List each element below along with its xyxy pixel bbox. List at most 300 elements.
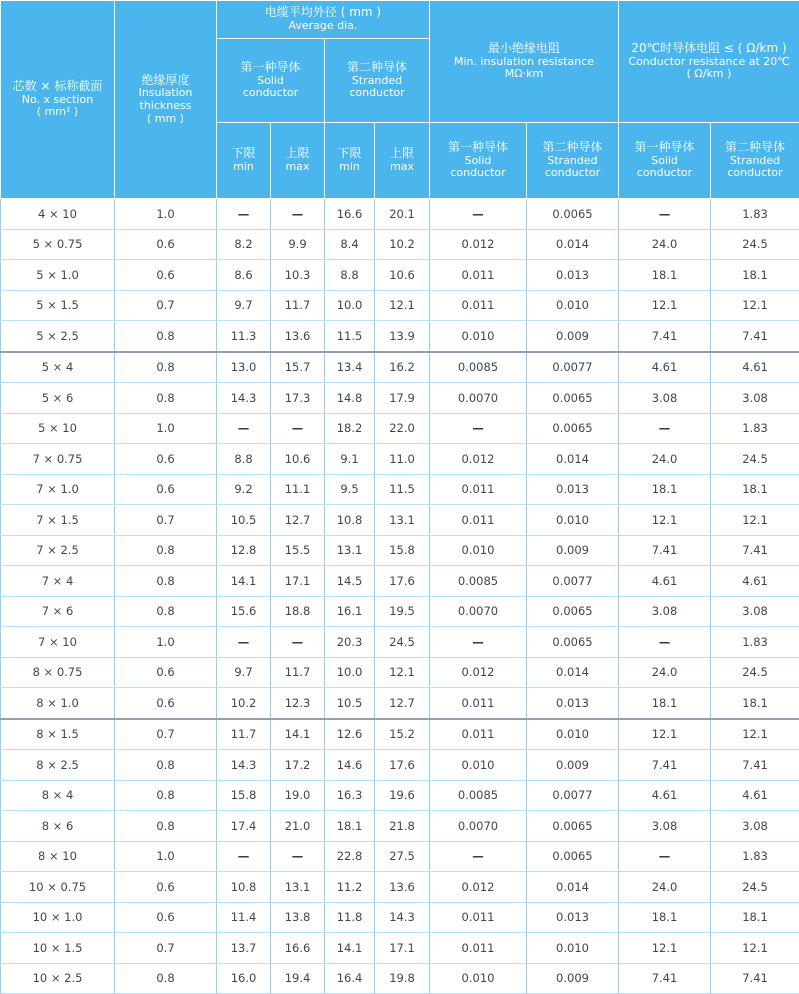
cell-cond-res-solid: 3.08	[619, 383, 711, 414]
cell-insulation-thickness: 0.6	[115, 872, 217, 903]
cell-solid-min: 12.8	[217, 535, 271, 566]
cell-cond-res-solid: 12.1	[619, 290, 711, 321]
cell-solid-min: —	[217, 627, 271, 658]
cell-ins-res-solid: —	[430, 199, 527, 230]
cell-stranded-min: 13.4	[325, 352, 375, 383]
cell-section: 10 × 0.75	[1, 872, 115, 903]
cell-insulation-thickness: 0.7	[115, 933, 217, 964]
header-cond-res-solid-en2: conductor	[619, 167, 710, 180]
cell-cond-res-stranded: 3.08	[711, 383, 799, 414]
cell-insulation-thickness: 0.6	[115, 444, 217, 475]
table-row	[1, 811, 799, 842]
cell-solid-max: 16.6	[271, 933, 325, 964]
header-cond-res-en: Conductor resistance at 20℃	[619, 56, 799, 69]
table-row	[1, 505, 799, 536]
header-stranded-min-zh: 下限	[325, 147, 374, 161]
cell-ins-res-solid: 0.010	[430, 321, 527, 352]
cell-stranded-max: 17.9	[375, 383, 430, 414]
cell-stranded-min: 14.8	[325, 383, 375, 414]
cell-cond-res-stranded: 12.1	[711, 719, 799, 750]
cell-stranded-min: 12.6	[325, 719, 375, 750]
cell-solid-min: 8.8	[217, 444, 271, 475]
cell-ins-res-solid: 0.012	[430, 872, 527, 903]
cell-section: 7 × 6	[1, 596, 115, 627]
table-row	[1, 627, 799, 658]
cell-solid-min: 10.2	[217, 688, 271, 719]
cell-cond-res-solid: 24.0	[619, 444, 711, 475]
cell-cond-res-solid: 12.1	[619, 719, 711, 750]
cell-stranded-max: 16.2	[375, 352, 430, 383]
cell-insulation-thickness: 0.8	[115, 596, 217, 627]
cell-solid-min: 13.0	[217, 352, 271, 383]
cell-stranded-max: 12.1	[375, 290, 430, 321]
cell-insulation-thickness: 0.7	[115, 290, 217, 321]
cell-section: 7 × 4	[1, 566, 115, 597]
cell-ins-res-solid: 0.010	[430, 535, 527, 566]
cell-insulation-thickness: 0.7	[115, 719, 217, 750]
header-section-zh: 芯数 × 标称截面	[1, 80, 114, 94]
cell-stranded-min: 18.2	[325, 413, 375, 444]
cell-cond-res-stranded: 1.83	[711, 627, 799, 658]
cell-ins-res-stranded: 0.0077	[527, 780, 619, 811]
cell-solid-max: 11.1	[271, 474, 325, 505]
cell-solid-min: 8.6	[217, 260, 271, 291]
header-ins-res-solid-en2: conductor	[430, 167, 526, 180]
table-row	[1, 321, 799, 352]
table-row	[1, 474, 799, 505]
cell-cond-res-solid: 18.1	[619, 688, 711, 719]
cell-solid-max: 17.3	[271, 383, 325, 414]
cell-solid-max: 13.6	[271, 321, 325, 352]
cell-solid-min: 9.2	[217, 474, 271, 505]
cell-cond-res-stranded: 3.08	[711, 596, 799, 627]
cell-stranded-max: 20.1	[375, 199, 430, 230]
header-stranded-min	[325, 123, 375, 199]
table-row	[1, 963, 799, 994]
cell-insulation-thickness: 0.8	[115, 963, 217, 994]
cell-solid-min: 14.3	[217, 383, 271, 414]
cell-ins-res-solid: 0.0070	[430, 596, 527, 627]
cell-cond-res-solid: —	[619, 199, 711, 230]
cell-solid-min: 10.8	[217, 872, 271, 903]
cell-solid-min: —	[217, 413, 271, 444]
cell-solid-min: 16.0	[217, 963, 271, 994]
cell-cond-res-stranded: 1.83	[711, 413, 799, 444]
table-row	[1, 780, 799, 811]
table-row	[1, 566, 799, 597]
cell-solid-min: 15.6	[217, 596, 271, 627]
header-solid-max	[271, 123, 325, 199]
cell-solid-min: 9.7	[217, 657, 271, 688]
cell-section: 5 × 2.5	[1, 321, 115, 352]
cell-insulation-thickness: 0.8	[115, 535, 217, 566]
cell-section: 7 × 1.0	[1, 474, 115, 505]
table-header	[1, 1, 799, 199]
cell-solid-min: 11.4	[217, 902, 271, 933]
cell-cond-res-solid: 18.1	[619, 260, 711, 291]
header-ins-res-solid-en1: Solid	[430, 155, 526, 168]
cell-cond-res-solid: —	[619, 841, 711, 872]
cell-stranded-min: 10.5	[325, 688, 375, 719]
cell-ins-res-solid: 0.0070	[430, 383, 527, 414]
cell-stranded-max: 13.9	[375, 321, 430, 352]
cell-ins-res-stranded: 0.014	[527, 229, 619, 260]
cell-stranded-min: 20.3	[325, 627, 375, 658]
cell-stranded-min: 11.2	[325, 872, 375, 903]
cell-stranded-min: 14.6	[325, 750, 375, 781]
cell-insulation-thickness: 1.0	[115, 199, 217, 230]
cell-cond-res-stranded: 4.61	[711, 566, 799, 597]
cell-insulation-thickness: 0.8	[115, 566, 217, 597]
table-row	[1, 535, 799, 566]
cell-stranded-min: 10.8	[325, 505, 375, 536]
cell-ins-res-solid: 0.011	[430, 474, 527, 505]
cell-stranded-max: 15.2	[375, 719, 430, 750]
cell-solid-max: 11.7	[271, 657, 325, 688]
cell-ins-res-solid: 0.010	[430, 963, 527, 994]
cell-cond-res-stranded: 7.41	[711, 963, 799, 994]
cell-stranded-max: 14.3	[375, 902, 430, 933]
header-ins-res-solid	[430, 123, 527, 199]
table-row	[1, 688, 799, 719]
table-row	[1, 719, 799, 750]
header-stranded-en1: Stranded	[325, 75, 429, 88]
cell-section: 10 × 2.5	[1, 963, 115, 994]
header-insulation-en1: Insulation	[115, 87, 216, 100]
cell-ins-res-stranded: 0.010	[527, 290, 619, 321]
header-stranded-max-zh: 上限	[375, 147, 429, 161]
cell-section: 8 × 1.5	[1, 719, 115, 750]
cell-stranded-min: 16.4	[325, 963, 375, 994]
cell-ins-res-stranded: 0.0077	[527, 352, 619, 383]
cell-stranded-max: 13.1	[375, 505, 430, 536]
cell-cond-res-solid: 12.1	[619, 933, 711, 964]
cell-solid-max: 13.8	[271, 902, 325, 933]
cell-solid-max: —	[271, 627, 325, 658]
header-solid-max-zh: 上限	[271, 147, 324, 161]
cell-solid-max: 19.4	[271, 963, 325, 994]
cell-ins-res-solid: 0.012	[430, 657, 527, 688]
cell-ins-res-stranded: 0.014	[527, 444, 619, 475]
cell-cond-res-solid: 4.61	[619, 780, 711, 811]
cell-solid-max: 17.2	[271, 750, 325, 781]
cell-stranded-max: 15.8	[375, 535, 430, 566]
cell-solid-max: 12.3	[271, 688, 325, 719]
cell-insulation-thickness: 1.0	[115, 627, 217, 658]
header-cond-res-stranded-en1: Stranded	[711, 155, 799, 168]
header-ins-res-stranded-en1: Stranded	[527, 155, 618, 168]
cell-ins-res-solid: 0.011	[430, 688, 527, 719]
cell-cond-res-stranded: 7.41	[711, 321, 799, 352]
cell-stranded-max: 13.6	[375, 872, 430, 903]
cell-cond-res-solid: 4.61	[619, 566, 711, 597]
header-ins-res-stranded-zh: 第二种导体	[527, 141, 618, 155]
header-ins-res-solid-zh: 第一种导体	[430, 141, 526, 155]
cell-ins-res-stranded: 0.0065	[527, 383, 619, 414]
cell-solid-max: 15.7	[271, 352, 325, 383]
cell-stranded-max: 12.7	[375, 688, 430, 719]
header-stranded-max-en: max	[375, 161, 429, 174]
header-ins-res-zh: 最小绝缘电阻	[430, 42, 618, 56]
cell-section: 5 × 1.5	[1, 290, 115, 321]
cell-ins-res-solid: 0.011	[430, 505, 527, 536]
cell-stranded-max: 24.5	[375, 627, 430, 658]
header-solid-max-en: max	[271, 161, 324, 174]
cell-stranded-max: 19.6	[375, 780, 430, 811]
cell-solid-min: —	[217, 199, 271, 230]
cell-solid-min: 14.1	[217, 566, 271, 597]
cell-stranded-max: 12.1	[375, 657, 430, 688]
cell-stranded-min: 8.4	[325, 229, 375, 260]
cell-cond-res-solid: 3.08	[619, 811, 711, 842]
header-cond-res-unit: ( Ω/km )	[619, 68, 799, 81]
cell-stranded-min: 13.1	[325, 535, 375, 566]
table-row	[1, 413, 799, 444]
cell-section: 7 × 10	[1, 627, 115, 658]
header-stranded-conductor	[325, 39, 430, 123]
cell-ins-res-solid: 0.0085	[430, 780, 527, 811]
cell-ins-res-stranded: 0.0065	[527, 596, 619, 627]
cell-insulation-thickness: 0.6	[115, 260, 217, 291]
cell-cond-res-stranded: 18.1	[711, 474, 799, 505]
cell-ins-res-stranded: 0.009	[527, 535, 619, 566]
cell-solid-min: 17.4	[217, 811, 271, 842]
cell-ins-res-solid: —	[430, 841, 527, 872]
cell-solid-max: 13.1	[271, 872, 325, 903]
cell-cond-res-solid: 7.41	[619, 963, 711, 994]
cell-ins-res-stranded: 0.0065	[527, 413, 619, 444]
cell-solid-max: 21.0	[271, 811, 325, 842]
cell-stranded-max: 17.1	[375, 933, 430, 964]
cell-cond-res-stranded: 4.61	[711, 780, 799, 811]
table-row	[1, 657, 799, 688]
cell-solid-max: 19.0	[271, 780, 325, 811]
cell-cond-res-stranded: 24.5	[711, 872, 799, 903]
table-row	[1, 352, 799, 383]
cell-ins-res-solid: 0.011	[430, 902, 527, 933]
header-ins-res-unit: MΩ·km	[430, 68, 618, 81]
cell-ins-res-solid: 0.012	[430, 444, 527, 475]
cell-cond-res-solid: 7.41	[619, 750, 711, 781]
cell-ins-res-solid: 0.011	[430, 290, 527, 321]
cell-cond-res-stranded: 18.1	[711, 902, 799, 933]
header-average-dia-zh: 电缆平均外径 ( mm )	[217, 6, 429, 20]
table-body	[1, 199, 799, 994]
cell-cond-res-stranded: 1.83	[711, 199, 799, 230]
header-section-en: No. x section	[1, 94, 114, 107]
cell-insulation-thickness: 1.0	[115, 841, 217, 872]
cell-solid-min: 15.8	[217, 780, 271, 811]
cell-section: 5 × 6	[1, 383, 115, 414]
cell-solid-max: 17.1	[271, 566, 325, 597]
cell-cond-res-stranded: 18.1	[711, 260, 799, 291]
cell-ins-res-stranded: 0.013	[527, 260, 619, 291]
table-row	[1, 933, 799, 964]
cell-cond-res-stranded: 24.5	[711, 444, 799, 475]
cell-ins-res-stranded: 0.0065	[527, 841, 619, 872]
cell-insulation-thickness: 0.6	[115, 229, 217, 260]
cell-cond-res-stranded: 3.08	[711, 811, 799, 842]
table-row	[1, 383, 799, 414]
cell-insulation-thickness: 0.6	[115, 474, 217, 505]
cell-solid-max: 9.9	[271, 229, 325, 260]
cell-solid-min: —	[217, 841, 271, 872]
header-solid-min-en: min	[217, 161, 270, 174]
cell-cond-res-stranded: 12.1	[711, 290, 799, 321]
table-row	[1, 444, 799, 475]
cell-section: 7 × 0.75	[1, 444, 115, 475]
cell-cond-res-stranded: 12.1	[711, 505, 799, 536]
cell-solid-max: 10.6	[271, 444, 325, 475]
table-row	[1, 596, 799, 627]
header-stranded-en2: conductor	[325, 87, 429, 100]
cell-ins-res-stranded: 0.0065	[527, 199, 619, 230]
cell-stranded-max: 11.0	[375, 444, 430, 475]
cell-ins-res-stranded: 0.014	[527, 872, 619, 903]
cell-stranded-max: 10.6	[375, 260, 430, 291]
cell-section: 8 × 4	[1, 780, 115, 811]
table-row	[1, 290, 799, 321]
cell-section: 8 × 6	[1, 811, 115, 842]
header-ins-res-stranded	[527, 123, 619, 199]
cell-cond-res-solid: 4.61	[619, 352, 711, 383]
header-solid-en2: conductor	[217, 87, 324, 100]
cell-stranded-min: 8.8	[325, 260, 375, 291]
cell-ins-res-stranded: 0.009	[527, 963, 619, 994]
cell-solid-min: 9.7	[217, 290, 271, 321]
cell-solid-max: 14.1	[271, 719, 325, 750]
header-stranded-min-en: min	[325, 161, 374, 174]
cell-solid-max: —	[271, 841, 325, 872]
table-row	[1, 750, 799, 781]
cell-cond-res-stranded: 18.1	[711, 688, 799, 719]
cell-insulation-thickness: 0.8	[115, 811, 217, 842]
cell-stranded-max: 10.2	[375, 229, 430, 260]
cell-ins-res-stranded: 0.010	[527, 719, 619, 750]
cell-insulation-thickness: 0.8	[115, 750, 217, 781]
cell-stranded-max: 22.0	[375, 413, 430, 444]
cell-section: 8 × 1.0	[1, 688, 115, 719]
cell-ins-res-solid: —	[430, 413, 527, 444]
cell-stranded-min: 22.8	[325, 841, 375, 872]
cell-stranded-min: 9.1	[325, 444, 375, 475]
cell-stranded-min: 10.0	[325, 290, 375, 321]
cell-ins-res-stranded: 0.0065	[527, 627, 619, 658]
cell-stranded-max: 11.5	[375, 474, 430, 505]
cell-cond-res-solid: 24.0	[619, 229, 711, 260]
cell-cond-res-solid: 24.0	[619, 657, 711, 688]
cell-stranded-min: 16.1	[325, 596, 375, 627]
header-solid-min	[217, 123, 271, 199]
table-row	[1, 229, 799, 260]
cell-stranded-min: 16.3	[325, 780, 375, 811]
cell-stranded-max: 19.5	[375, 596, 430, 627]
cell-cond-res-stranded: 24.5	[711, 657, 799, 688]
header-insulation-resistance	[430, 1, 619, 123]
cell-insulation-thickness: 1.0	[115, 413, 217, 444]
cell-stranded-max: 17.6	[375, 566, 430, 597]
cell-cond-res-solid: 7.41	[619, 535, 711, 566]
cell-insulation-thickness: 0.8	[115, 383, 217, 414]
cell-ins-res-stranded: 0.013	[527, 474, 619, 505]
header-section	[1, 1, 115, 199]
cell-stranded-min: 14.1	[325, 933, 375, 964]
cell-cond-res-solid: 18.1	[619, 474, 711, 505]
header-ins-res-stranded-en2: conductor	[527, 167, 618, 180]
cell-stranded-max: 17.6	[375, 750, 430, 781]
cell-ins-res-stranded: 0.014	[527, 657, 619, 688]
header-solid-min-zh: 下限	[217, 147, 270, 161]
cell-solid-min: 10.5	[217, 505, 271, 536]
cell-stranded-max: 19.8	[375, 963, 430, 994]
header-stranded-zh: 第二种导体	[325, 61, 429, 75]
cell-section: 7 × 1.5	[1, 505, 115, 536]
cell-ins-res-solid: 0.0070	[430, 811, 527, 842]
cell-ins-res-stranded: 0.010	[527, 933, 619, 964]
header-cond-res-stranded-zh: 第二种导体	[711, 141, 799, 155]
header-cond-res-stranded	[711, 123, 799, 199]
cell-ins-res-solid: 0.011	[430, 260, 527, 291]
cell-solid-max: 10.3	[271, 260, 325, 291]
header-cond-res-solid-zh: 第一种导体	[619, 141, 710, 155]
cell-ins-res-stranded: 0.009	[527, 750, 619, 781]
cell-stranded-min: 18.1	[325, 811, 375, 842]
header-solid-conductor	[217, 39, 325, 123]
cell-ins-res-stranded: 0.0065	[527, 811, 619, 842]
cell-ins-res-solid: 0.011	[430, 933, 527, 964]
cell-ins-res-solid: 0.010	[430, 750, 527, 781]
header-cond-res-solid-en1: Solid	[619, 155, 710, 168]
cell-cond-res-solid: 18.1	[619, 902, 711, 933]
cell-section: 8 × 2.5	[1, 750, 115, 781]
cell-cond-res-solid: 3.08	[619, 596, 711, 627]
cell-solid-max: 11.7	[271, 290, 325, 321]
cell-cond-res-stranded: 24.5	[711, 229, 799, 260]
cell-ins-res-solid: 0.0085	[430, 566, 527, 597]
cell-insulation-thickness: 0.8	[115, 352, 217, 383]
cell-solid-min: 11.7	[217, 719, 271, 750]
cell-solid-min: 14.3	[217, 750, 271, 781]
cell-stranded-max: 27.5	[375, 841, 430, 872]
table-row	[1, 199, 799, 230]
header-section-unit: ( mm² )	[1, 106, 114, 119]
header-average-dia-en: Average dia.	[217, 20, 429, 33]
cell-section: 10 × 1.0	[1, 902, 115, 933]
cell-solid-max: 12.7	[271, 505, 325, 536]
header-solid-en1: Solid	[217, 75, 324, 88]
cell-stranded-min: 11.8	[325, 902, 375, 933]
cell-insulation-thickness: 0.6	[115, 902, 217, 933]
cell-ins-res-solid: 0.0085	[430, 352, 527, 383]
cell-section: 4 × 10	[1, 199, 115, 230]
cell-cond-res-stranded: 7.41	[711, 750, 799, 781]
cell-stranded-min: 14.5	[325, 566, 375, 597]
table-row	[1, 260, 799, 291]
cell-section: 7 × 2.5	[1, 535, 115, 566]
header-stranded-max	[375, 123, 430, 199]
cell-insulation-thickness: 0.8	[115, 321, 217, 352]
cell-ins-res-stranded: 0.009	[527, 321, 619, 352]
header-insulation	[115, 1, 217, 199]
cell-section: 5 × 1.0	[1, 260, 115, 291]
cell-insulation-thickness: 0.8	[115, 780, 217, 811]
cell-section: 5 × 10	[1, 413, 115, 444]
header-insulation-en2: thickness	[115, 100, 216, 113]
cell-section: 8 × 10	[1, 841, 115, 872]
cell-cond-res-solid: —	[619, 413, 711, 444]
cell-solid-max: 18.8	[271, 596, 325, 627]
cell-insulation-thickness: 0.6	[115, 688, 217, 719]
